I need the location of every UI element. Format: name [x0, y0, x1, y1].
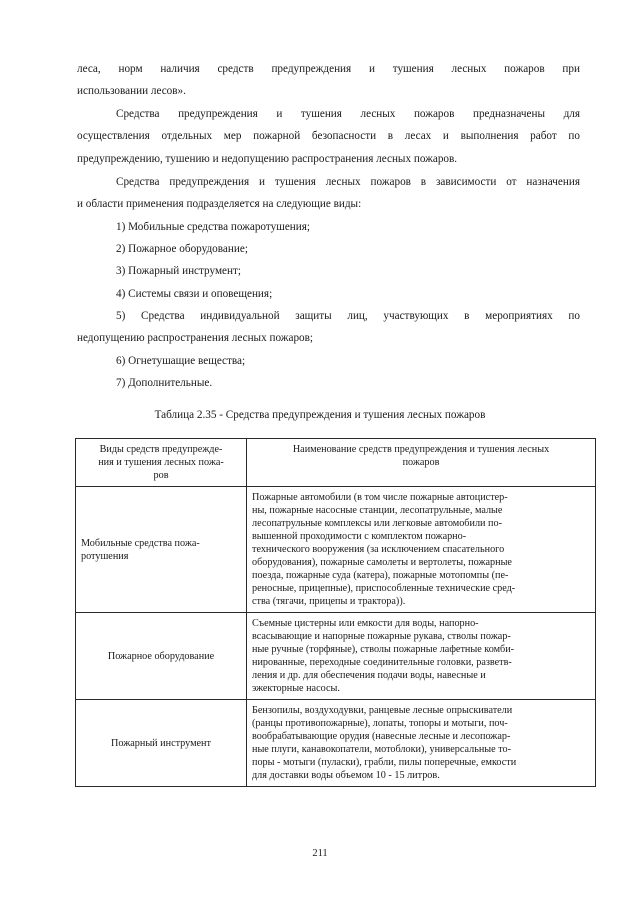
row-type-text: ротушения: [81, 550, 129, 562]
table-row: [76, 613, 596, 700]
row-desc-text: ные ручные (торфяные), стволы пожарные лафетные комби-: [252, 644, 515, 655]
row-desc-cell: [247, 700, 596, 787]
row-desc-text: Бензопилы, воздуходувки, ранцевые лесные опрыскиватели: [252, 705, 513, 716]
row-desc-text: Съемные цистерны или емкости для воды, напорно-: [252, 618, 479, 629]
row-desc-text: всасывающие и напорные пожарные рукава, стволы пожар-: [252, 631, 511, 642]
body-line-2: использовании лесов».: [77, 85, 186, 97]
row-desc-text: вышенной проходимости с комплектом пожарно-: [252, 531, 467, 542]
row-desc-text: (ранцы противопожарные), лопаты, топоры и мотыги, поч-: [252, 718, 508, 729]
body-line-1: леса, норм наличия средств предупреждения и тушения лесных пожаров при: [77, 63, 580, 75]
row-desc-text: поры - мотыги (пуласки), грабли, пилы поперечные, емкости: [252, 757, 517, 768]
row-desc-text: нированные, переходные соединительные головки, разветв-: [252, 657, 512, 668]
body-line-5: предупреждению, тушению и недопущению распространения лесных пожаров.: [77, 153, 458, 165]
body-line-7: и области применения подразделяется на следующие виды:: [77, 198, 362, 210]
header-text: ния и тушения лесных пожа-: [98, 457, 224, 468]
row-desc-text: реносные, прицепные), приспособленные технические сред-: [252, 583, 516, 594]
list-item-4: 4) Системы связи и оповещения;: [116, 288, 273, 300]
row-type-text: Мобильные средства пожа-: [81, 537, 200, 549]
row-desc-cell: [247, 613, 596, 700]
table-caption: Таблица 2.35 - Средства предупреждения и тушения лесных пожаров: [154, 409, 486, 421]
body-line-4: осуществления отдельных мер пожарной безопасности в лесах и выполнения работ по: [77, 130, 580, 142]
row-type-text: Пожарный инструмент: [111, 737, 211, 749]
row-desc-text: ны, пожарные насосные станции, лесопатрульные, малые: [252, 505, 503, 516]
list-item-1: 1) Мобильные средства пожаротушения;: [116, 221, 311, 233]
row-type-cell: [76, 613, 247, 700]
header-text: Виды средств предупрежде-: [99, 444, 223, 455]
row-desc-text: оборудования), пожарные самолеты и вертолеты, пожарные: [252, 557, 512, 568]
table-header-row: [76, 439, 596, 487]
list-item-6: 6) Огнетушащие вещества;: [116, 355, 246, 367]
row-desc-text: Пожарные автомобили (в том числе пожарные автоцистер-: [252, 492, 508, 503]
row-desc-text: ные плуги, канавокопатели, мотоблоки), универсальные то-: [252, 744, 512, 755]
header-cell-types: [76, 439, 247, 487]
list-item-5-cont: недопущению распространения лесных пожаров;: [77, 332, 314, 344]
header-cell-names: [247, 439, 596, 487]
row-desc-text: эжекторные насосы.: [252, 683, 340, 694]
row-desc-text: для доставки воды объемом 10 - 15 литров.: [252, 770, 440, 781]
header-text: Наименование средств предупреждения и тушения лесных: [292, 444, 550, 455]
row-desc-text: вообрабатывающие орудия (навесные лесные и лесопожар-: [252, 731, 511, 742]
table-row: [76, 487, 596, 613]
list-item-5: 5) Средства индивидуальной защиты лиц, участвующих в мероприятиях по: [116, 310, 580, 322]
row-desc-cell: [247, 487, 596, 613]
header-text: ров: [153, 470, 169, 481]
body-line-3: Средства предупреждения и тушения лесных пожаров предназначены для: [116, 108, 580, 120]
means-table: [75, 438, 596, 787]
row-desc-text: лесопатрульные комплексы или легковые автомобили по-: [252, 518, 502, 529]
body-line-6: Средства предупреждения и тушения лесных пожаров в зависимости от назначения: [116, 176, 580, 188]
list-item-2: 2) Пожарное оборудование;: [116, 243, 248, 255]
row-type-cell: [76, 487, 247, 613]
list-item-3: 3) Пожарный инструмент;: [116, 265, 241, 277]
row-desc-text: ления и др. для обеспечения подачи воды, навесные и: [252, 670, 486, 681]
header-text: пожаров: [402, 457, 440, 468]
page-number: 211: [312, 848, 328, 859]
row-desc-text: поезда, пожарные суда (катера), пожарные мотопомпы (пе-: [252, 570, 509, 581]
row-type-cell: [76, 700, 247, 787]
list-item-7: 7) Дополнительные.: [116, 377, 213, 389]
row-type-text: Пожарное оборудование: [107, 650, 215, 662]
row-desc-text: ства (тягачи, прицепы и трактора)).: [252, 596, 406, 607]
table-row: [76, 700, 596, 787]
row-desc-text: технического вооружения (за исключением спасательного: [252, 544, 505, 555]
